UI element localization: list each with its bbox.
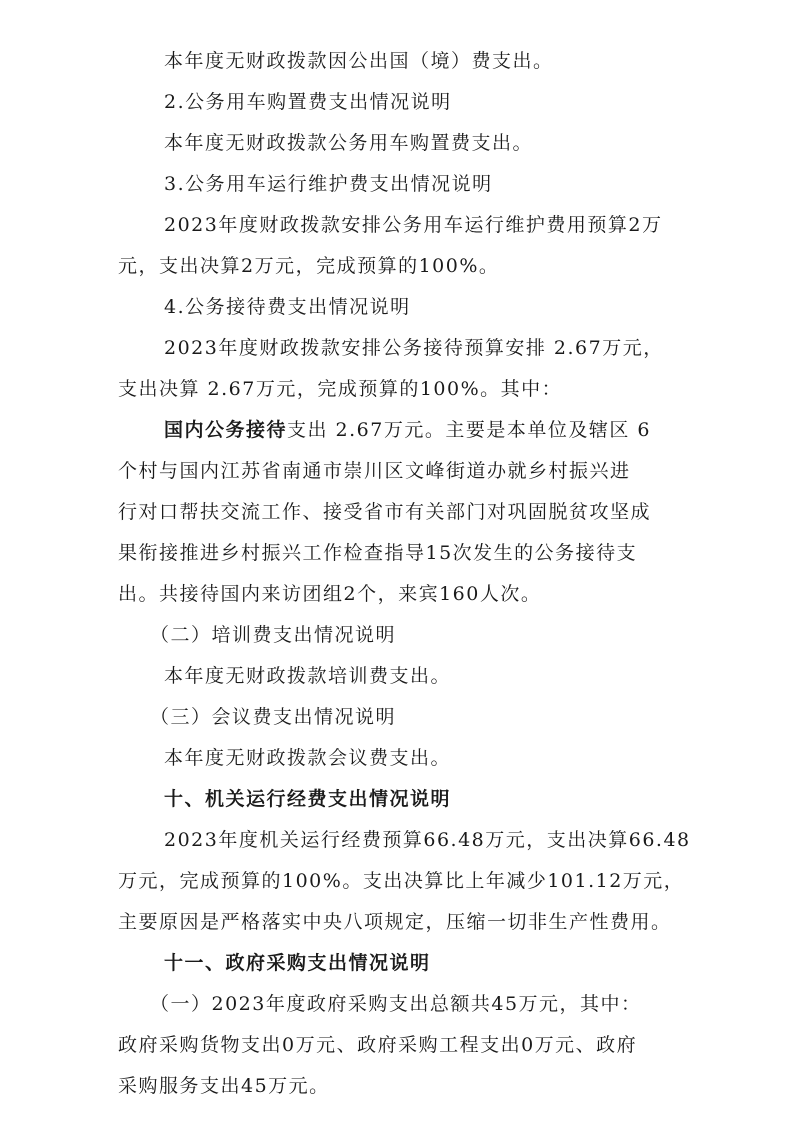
paragraph-line: 本年度无财政拨款公务用车购置费支出。 xyxy=(164,132,534,154)
subheading: （二）培训费支出情况说明 xyxy=(150,624,397,646)
paragraph-line: 2023年度财政拨款安排公务用车运行维护费用预算2万 xyxy=(164,214,663,236)
paragraph-line: 支出决算 2.67万元，完成预算的100%。其中： xyxy=(118,378,563,400)
paragraph-line: 本年度无财政拨款会议费支出。 xyxy=(164,747,452,769)
paragraph-line: 本年度无财政拨款因公出国（境）费支出。 xyxy=(164,50,554,72)
bold-term: 国内公务接待 xyxy=(164,419,288,441)
paragraph-line: 出。共接待国内来访团组2个，来宾160人次。 xyxy=(118,583,542,605)
paragraph-line: 个村与国内江苏省南通市崇川区文峰街道办就乡村振兴进 xyxy=(118,460,631,482)
subheading: 4.公务接待费支出情况说明 xyxy=(164,296,411,318)
subheading: 3.公务用车运行维护费支出情况说明 xyxy=(164,173,493,195)
paragraph-line: 2023年度机关运行经费预算66.48万元，支出决算66.48 xyxy=(164,829,691,851)
paragraph-line xyxy=(164,417,651,443)
paragraph-line: 采购服务支出45万元。 xyxy=(118,1075,330,1097)
paragraph-line: 元，支出决算2万元，完成预算的100%。 xyxy=(118,255,500,277)
paragraph-line: 本年度无财政拨款培训费支出。 xyxy=(164,665,452,687)
section-heading: 十一、政府采购支出情况说明 xyxy=(164,952,431,974)
section-heading: 十、机关运行经费支出情况说明 xyxy=(164,788,452,810)
paragraph-line: 主要原因是严格落实中央八项规定，压缩一切非生产性费用。 xyxy=(118,911,672,933)
subheading: （三）会议费支出情况说明 xyxy=(150,706,397,728)
paragraph-text: 支出 2.67万元。主要是本单位及辖区 6 xyxy=(287,419,651,441)
paragraph-line: 果衔接推进乡村振兴工作检查指导15次发生的公务接待支 xyxy=(118,542,638,564)
subheading: 2.公务用车购置费支出情况说明 xyxy=(164,91,452,113)
paragraph-line: 政府采购货物支出0万元、政府采购工程支出0万元、政府 xyxy=(118,1034,638,1056)
paragraph-line: 2023年度财政拨款安排公务接待预算安排 2.67万元， xyxy=(164,337,664,359)
paragraph-line: （一）2023年度政府采购支出总额共45万元，其中： xyxy=(150,993,642,1015)
paragraph-line: 万元，完成预算的100%。支出决算比上年减少101.12万元， xyxy=(118,870,685,892)
paragraph-line: 行对口帮扶交流工作、接受省市有关部门对巩固脱贫攻坚成 xyxy=(118,501,652,523)
